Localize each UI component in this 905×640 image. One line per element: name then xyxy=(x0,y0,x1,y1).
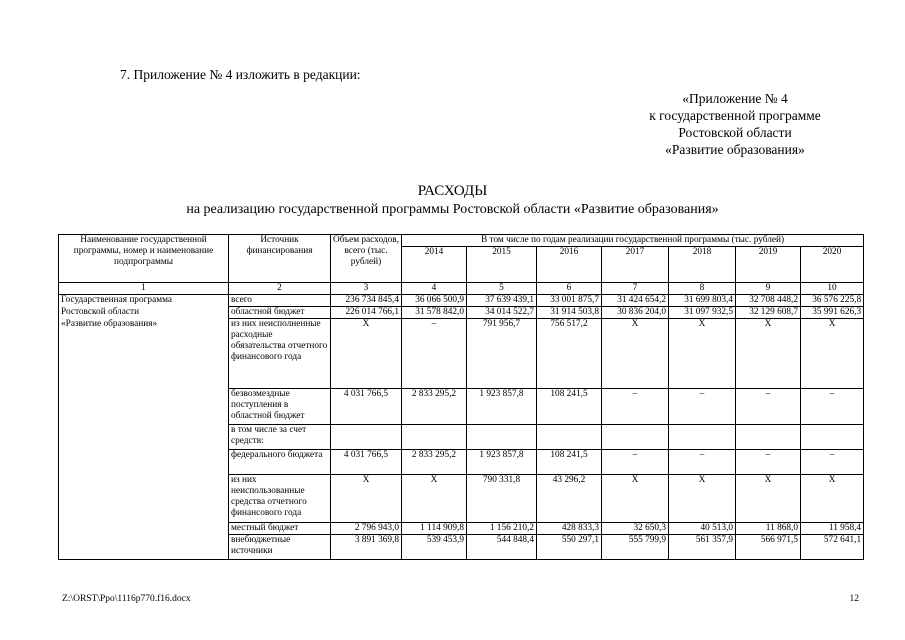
column-number: 6 xyxy=(537,283,602,295)
value-cell: – xyxy=(801,389,864,425)
header-year: 2014 xyxy=(402,247,467,283)
expenses-table xyxy=(58,234,864,560)
program-name xyxy=(59,475,229,523)
column-number: 1 xyxy=(59,283,229,295)
value-cell: 31 578 842,0 xyxy=(402,307,467,319)
value-cell: Х xyxy=(736,319,801,389)
value-cell: Х xyxy=(602,475,669,523)
value-cell: 34 014 522,7 xyxy=(467,307,537,319)
value-cell: 40 513,0 xyxy=(669,523,736,535)
header-name: Наименование государственной программы, номер и наименование подпрограммы xyxy=(59,235,229,283)
value-cell: 30 836 204,0 xyxy=(602,307,669,319)
value-cell: 1 923 857,8 xyxy=(467,450,537,475)
column-number: 7 xyxy=(602,283,669,295)
value-cell: 11 958,4 xyxy=(801,523,864,535)
value-cell: 33 001 875,7 xyxy=(537,295,602,307)
program-name: «Развитие образования» xyxy=(59,319,229,389)
value-cell: 3 891 369,8 xyxy=(331,535,402,560)
value-cell xyxy=(801,425,864,450)
value-cell: 32 650,3 xyxy=(602,523,669,535)
header-year: 2017 xyxy=(602,247,669,283)
value-cell: 108 241,5 xyxy=(537,389,602,425)
value-cell: 36 576 225,8 xyxy=(801,295,864,307)
value-cell: Х xyxy=(801,475,864,523)
source-cell: из них неиспользованные средства отчетного финансового года xyxy=(229,475,331,523)
value-cell: Х xyxy=(669,319,736,389)
value-cell: 31 699 803,4 xyxy=(669,295,736,307)
column-number: 2 xyxy=(229,283,331,295)
value-cell: – xyxy=(736,389,801,425)
value-cell: – xyxy=(736,450,801,475)
value-cell xyxy=(402,425,467,450)
value-cell: 791 956,7 xyxy=(467,319,537,389)
header-year: 2018 xyxy=(669,247,736,283)
value-cell: – xyxy=(669,389,736,425)
program-name xyxy=(59,389,229,425)
program-name xyxy=(59,425,229,450)
value-cell: 108 241,5 xyxy=(537,450,602,475)
appendix-header xyxy=(620,90,850,158)
value-cell: 1 156 210,2 xyxy=(467,523,537,535)
value-cell: 236 734 845,4 xyxy=(331,295,402,307)
header-year: 2020 xyxy=(801,247,864,283)
value-cell: – xyxy=(801,450,864,475)
document-path: Z:\ORST\Ppo\1116p770.f16.docx xyxy=(62,594,191,604)
value-cell: 544 848,4 xyxy=(467,535,537,560)
value-cell: 561 357,9 xyxy=(669,535,736,560)
value-cell xyxy=(331,425,402,450)
value-cell: 11 868,0 xyxy=(736,523,801,535)
value-cell: 550 297,1 xyxy=(537,535,602,560)
header-year: 2015 xyxy=(467,247,537,283)
value-cell xyxy=(602,425,669,450)
value-cell: 428 833,3 xyxy=(537,523,602,535)
value-cell: Х xyxy=(402,475,467,523)
source-cell: безвозмездные поступления в областной бюджет xyxy=(229,389,331,425)
program-name xyxy=(59,523,229,535)
column-number: 8 xyxy=(669,283,736,295)
source-cell: федерального бюджета xyxy=(229,450,331,475)
value-cell: 1 923 857,8 xyxy=(467,389,537,425)
value-cell: 572 641,1 xyxy=(801,535,864,560)
value-cell: 32 129 608,7 xyxy=(736,307,801,319)
column-number: 4 xyxy=(402,283,467,295)
source-cell: областной бюджет xyxy=(229,307,331,319)
value-cell: 539 453,9 xyxy=(402,535,467,560)
value-cell: 790 331,8 xyxy=(467,475,537,523)
value-cell: 4 031 766,5 xyxy=(331,389,402,425)
appendix-line: к государственной программе xyxy=(649,108,821,123)
program-name: Государственная программа xyxy=(59,295,229,307)
value-cell: 566 971,5 xyxy=(736,535,801,560)
value-cell: 43 296,2 xyxy=(537,475,602,523)
appendix-line: «Приложение № 4 xyxy=(682,91,788,106)
document-title: РАСХОДЫ xyxy=(417,183,488,199)
header-years-group: В том числе по годам реализации государственной программы (тыс. рублей) xyxy=(402,235,864,247)
value-cell: 226 014 766,1 xyxy=(331,307,402,319)
value-cell: – xyxy=(602,389,669,425)
document-subtitle: на реализацию государственной программы Ростовской области «Развитие образования» xyxy=(186,202,719,217)
page-number: 12 xyxy=(849,594,859,604)
header-total: Объем расходов, всего (тыс. рублей) xyxy=(331,235,402,283)
header-year: 2016 xyxy=(537,247,602,283)
value-cell: 2 796 943,0 xyxy=(331,523,402,535)
value-cell: 1 114 909,8 xyxy=(402,523,467,535)
value-cell xyxy=(467,425,537,450)
value-cell: 37 639 439,1 xyxy=(467,295,537,307)
header-source: Источник финансирования xyxy=(229,235,331,283)
column-number: 5 xyxy=(467,283,537,295)
source-cell: из них неисполненные расходные обязательства отчетного финансового года xyxy=(229,319,331,389)
value-cell xyxy=(736,425,801,450)
program-name xyxy=(59,535,229,560)
appendix-line: «Развитие образования» xyxy=(665,142,805,157)
value-cell: Х xyxy=(331,475,402,523)
value-cell: 31 914 503,8 xyxy=(537,307,602,319)
value-cell: 35 991 626,3 xyxy=(801,307,864,319)
value-cell: – xyxy=(602,450,669,475)
value-cell: Х xyxy=(331,319,402,389)
value-cell: Х xyxy=(602,319,669,389)
amendment-intro: 7. Приложение № 4 изложить в редакции: xyxy=(120,67,361,82)
value-cell: Х xyxy=(669,475,736,523)
column-number: 9 xyxy=(736,283,801,295)
value-cell: 31 097 932,5 xyxy=(669,307,736,319)
value-cell: 4 031 766,5 xyxy=(331,450,402,475)
column-number: 3 xyxy=(331,283,402,295)
value-cell xyxy=(669,425,736,450)
column-number: 10 xyxy=(801,283,864,295)
value-cell xyxy=(537,425,602,450)
value-cell: 756 517,2 xyxy=(537,319,602,389)
value-cell: 2 833 295,2 xyxy=(402,389,467,425)
header-year: 2019 xyxy=(736,247,801,283)
value-cell: Х xyxy=(801,319,864,389)
program-name: Ростовской области xyxy=(59,307,229,319)
source-cell: внебюджетные источники xyxy=(229,535,331,560)
value-cell: – xyxy=(669,450,736,475)
source-cell: в том числе за счет средств: xyxy=(229,425,331,450)
value-cell: 36 066 500,9 xyxy=(402,295,467,307)
program-name xyxy=(59,450,229,475)
source-cell: местный бюджет xyxy=(229,523,331,535)
value-cell: 555 799,9 xyxy=(602,535,669,560)
appendix-line: Ростовской области xyxy=(678,125,792,140)
value-cell: – xyxy=(402,319,467,389)
value-cell: 32 708 448,2 xyxy=(736,295,801,307)
value-cell: Х xyxy=(736,475,801,523)
value-cell: 31 424 654,2 xyxy=(602,295,669,307)
value-cell: 2 833 295,2 xyxy=(402,450,467,475)
source-cell: всего xyxy=(229,295,331,307)
